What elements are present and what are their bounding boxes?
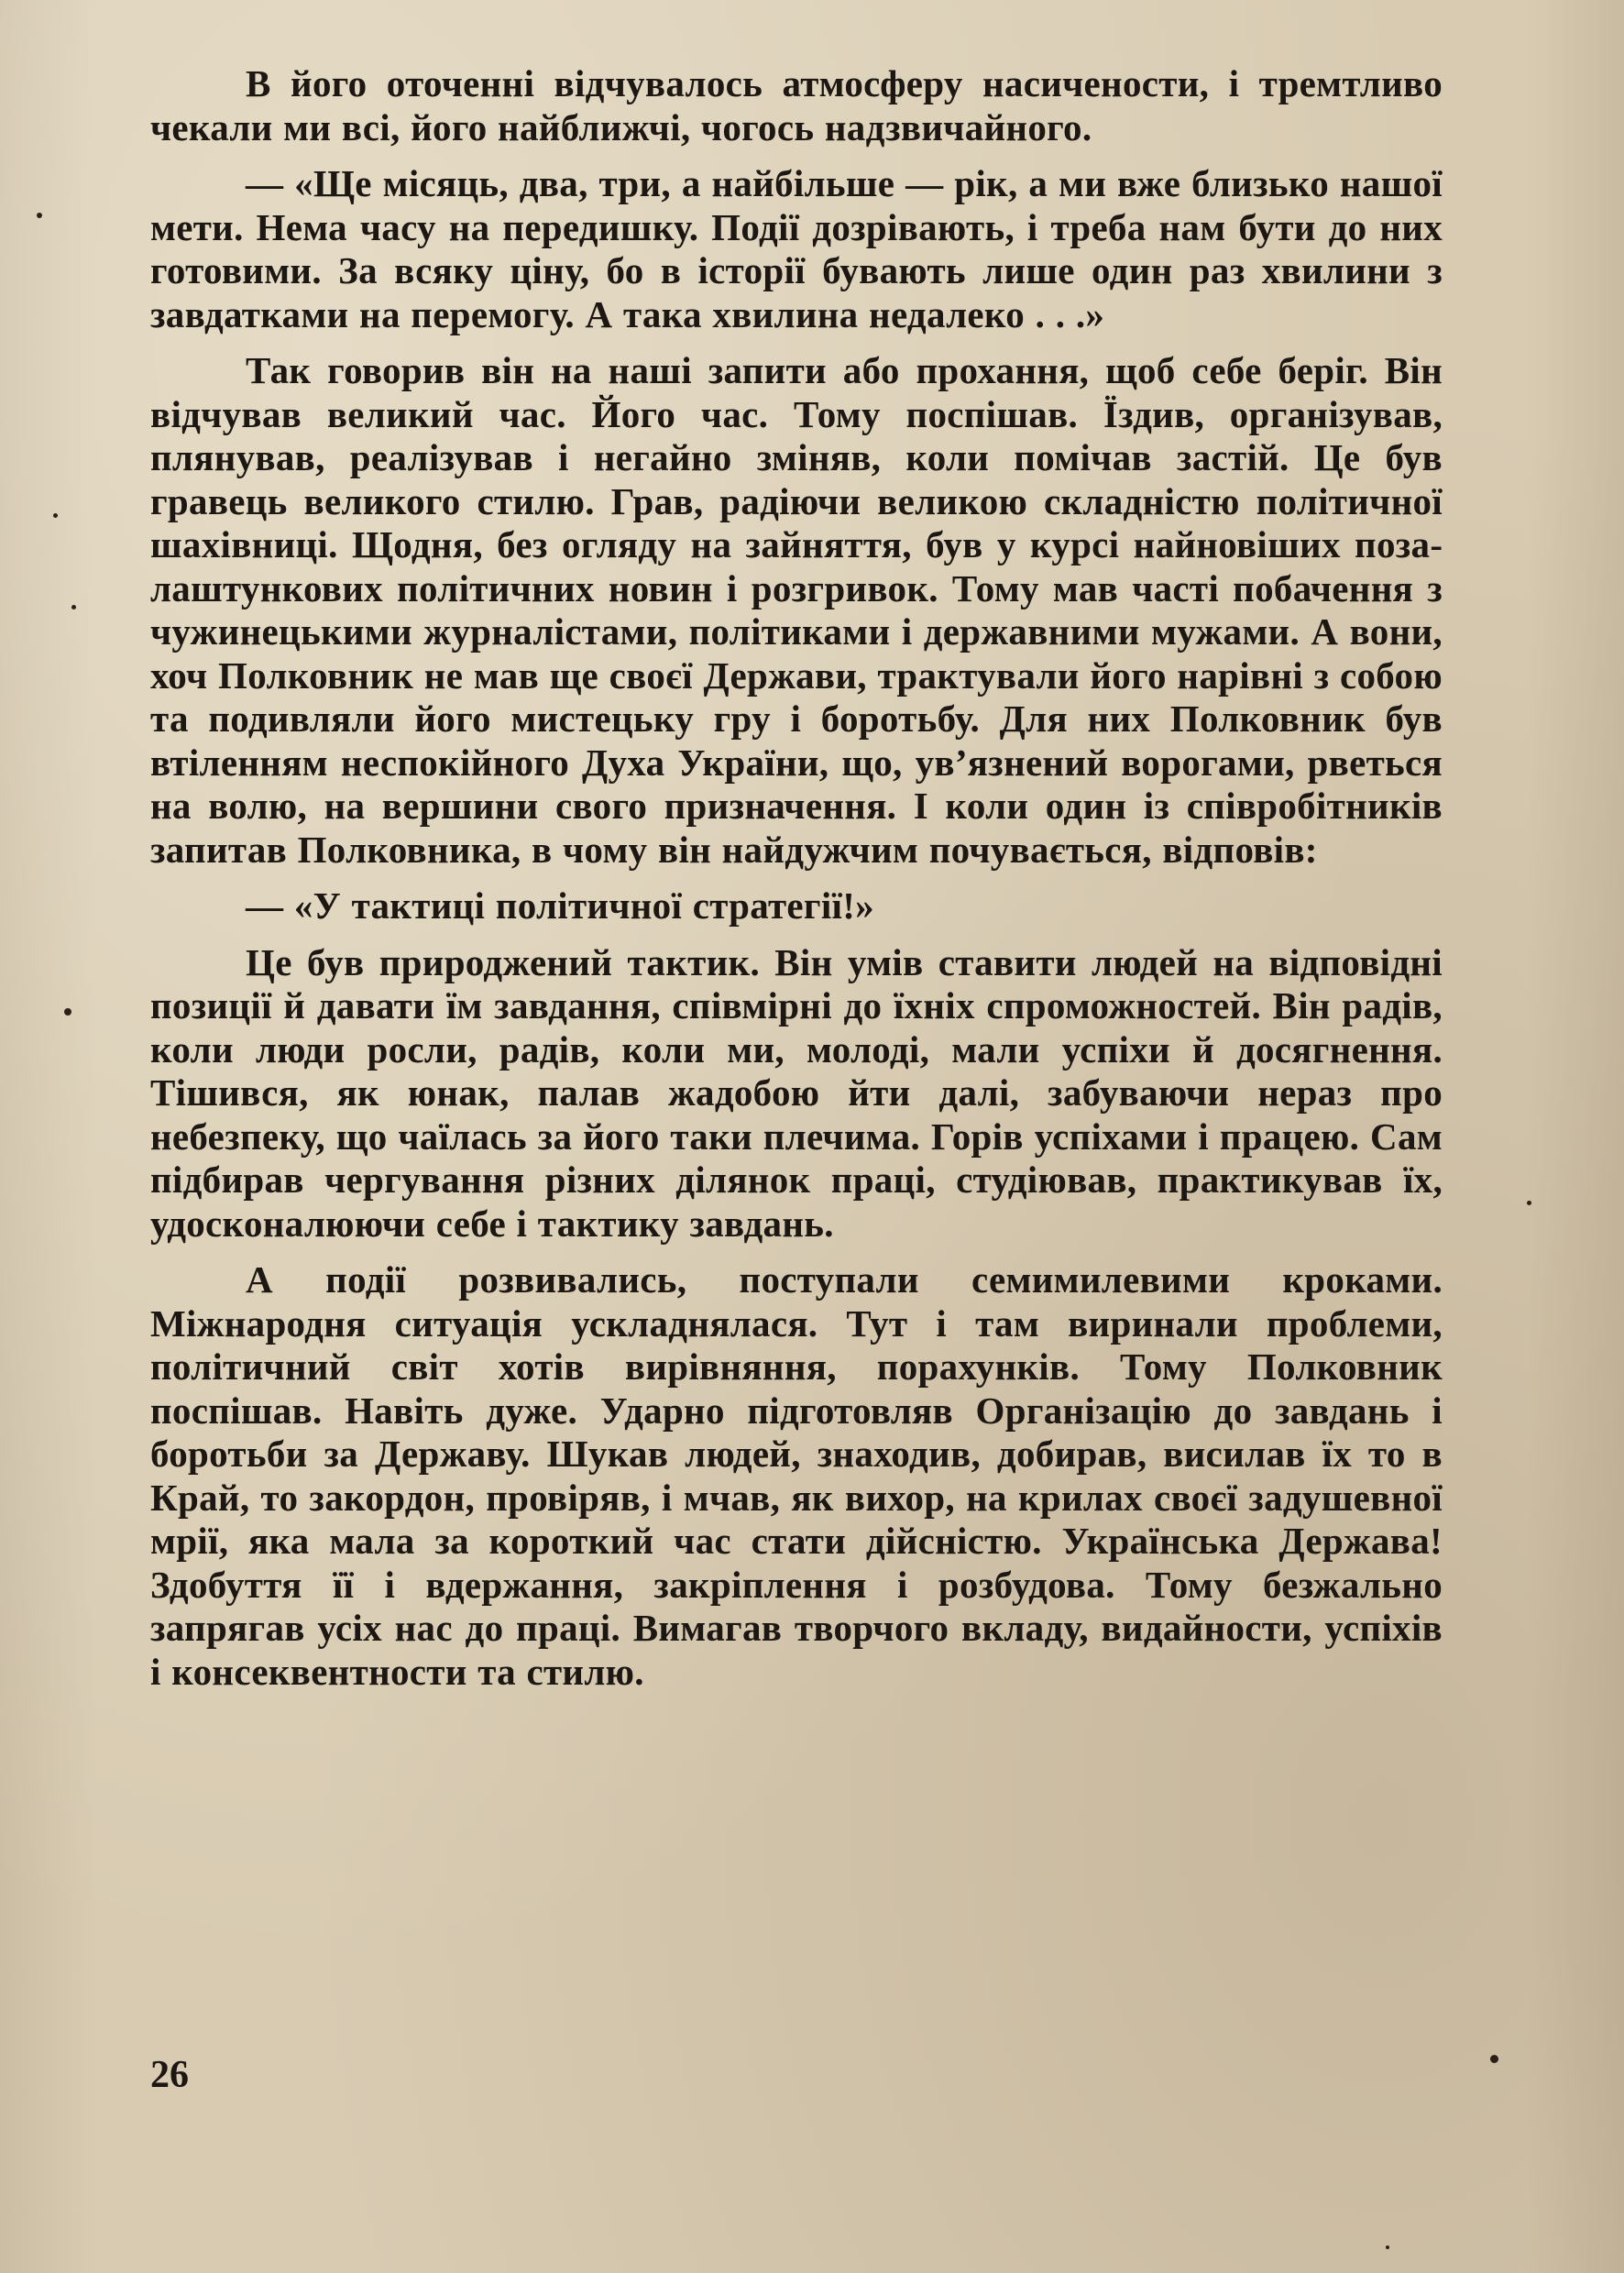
paragraph-5: Це був природжений тактик. Він умів ставити людей на відповідні позиції й давати їм завдання, співмірні до їхніх спроможностей. Він радів, коли люди росли, радів, коли ми, молоді, мали успіхи й досягнення. Тішився, як юнак, палав жадобою йти далі, забуваючи нераз про небезпеку, що чаїлась за його таки плечима. Горів успіхами і працею. Сам підбирав чергування різних ділянок праці, студіював, практикував їх, удосконалюючи себе і тактику завдань. — [150, 940, 1443, 1245]
paper-speck — [1490, 2055, 1498, 2063]
paragraph-1: В його оточенні відчувалось атмосферу насичености, і тремтливо чекали ми всі, його найближчі, чогось надзвичайного. — [150, 62, 1443, 148]
paper-speck — [1527, 1201, 1531, 1205]
paper-speck — [64, 1008, 71, 1016]
page-number: 26 — [150, 2054, 189, 2096]
paper-speck — [37, 213, 42, 218]
body-text — [150, 62, 1443, 1707]
paragraph-3: Так говорив він на наші запити або прохання, щоб себе беріг. Він відчував великий час. Його час. Тому поспішав. Їздив, організував, плянував, реалізував і негайно зміняв, коли помічав застій. Це був гравець великого стилю. Грав, радіючи великою складністю політичної шахівниці. Щодня, без огляду на зайняття, був у курсі найновіших позалаштункових політичних новин і розгривок. Тому мав часті побачення з чужинецькими журналістами, політиками і державними мужами. А вони, хоч Полковник не мав ще своєї Держави, трактували його нарівні з собою та подивляли його мистецьку гру і боротьбу. Для них Полковник був втіленням неспокійного Духа України, що, ув’язнений ворогами, рветься на волю, на вершини свого призначення. І коли один із співробітників запитав Полковника, в чому він найдужчим почувається, відповів: — [150, 349, 1443, 871]
paper-speck — [53, 513, 58, 518]
paper-speck — [1386, 2246, 1389, 2249]
paper-speck — [71, 605, 76, 609]
paragraph-4-quote: — «У тактиці політичної стратегії!» — [246, 884, 874, 927]
paragraph-6: А події розвивались, поступали семимилевими кроками. Міжнародня ситуація ускладнялася. Тут і там виринали проблеми, політичний світ хотів вирівняння, порахунків. Тому Полковник поспішав. Навіть дуже. Ударно підготовляв Організацію до завдань і боротьби за Державу. Шукав людей, знаходив, добирав, висилав їх то в Край, то закордон, провіряв, і мчав, як вихор, на крилах своєї задушевної мрії, яка мала за короткий час стати дійсністю. Українська Держава! Здобуття її і вдержання, закріплення і розбудова. Тому безжально запрягав усіх нас до праці. Вимагав творчого вкладу, видайности, успіхів і консеквентности та стилю. — [150, 1258, 1443, 1693]
paragraph-2-quote: — «Ще місяць, два, три, а найбільше — рік, а ми вже близько нашої мети. Нема часу на передишку. Події дозрівають, і треба нам бути до них готовими. За всяку ціну, бо в історії бувають лише один раз хвилини з завдатками на перемогу. А така хвилина недалеко . . .» — [150, 162, 1443, 335]
